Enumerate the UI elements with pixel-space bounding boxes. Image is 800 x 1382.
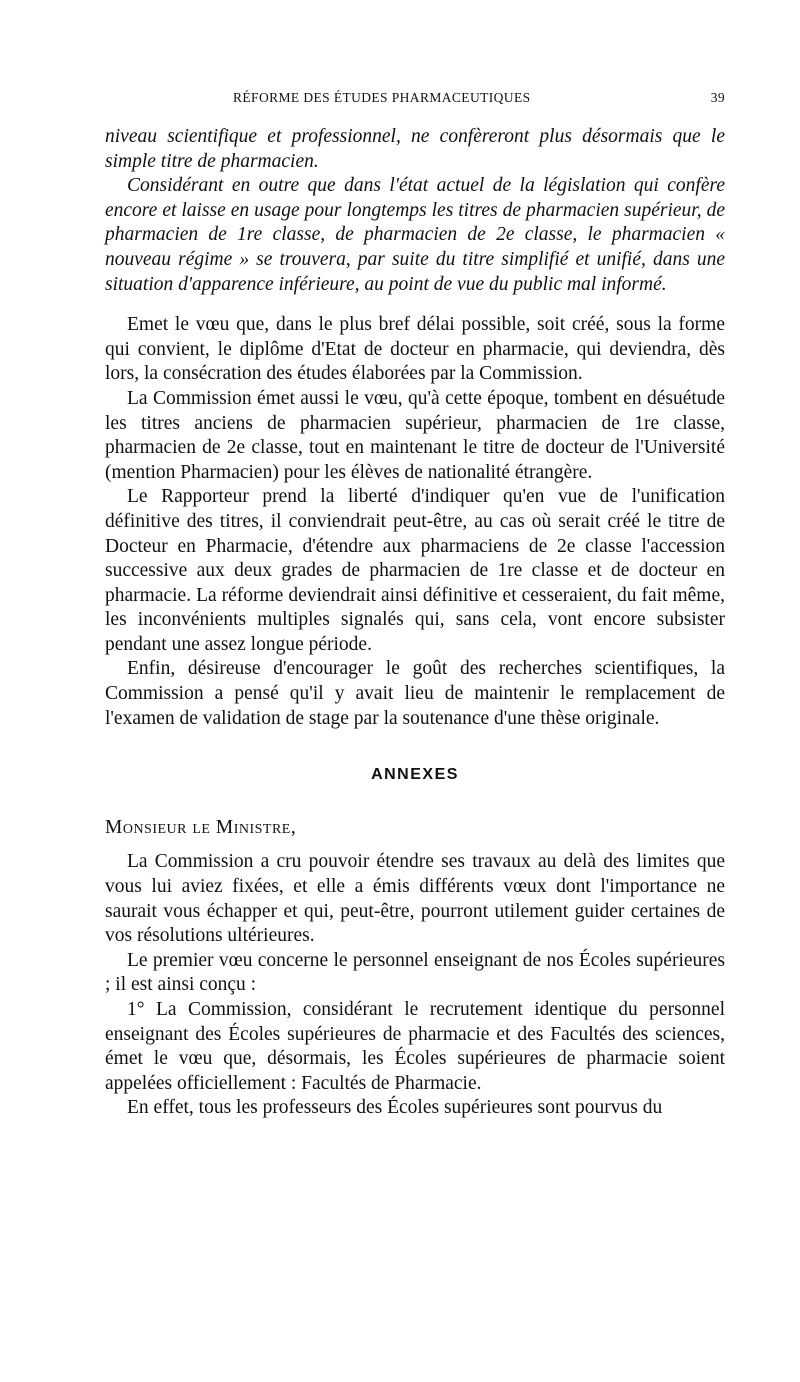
annex-paragraph-1: La Commission a cru pouvoir étendre ses travaux au delà des limites que vous lui aviez fixées, et elle a émis différents vœux dont l'importance ne saurait vous échapper et qui, peut-être, pourront utilement guider certaines de vos résolutions ultérieures. (105, 851, 725, 947)
annex-paragraph-4: En effet, tous les professeurs des Écoles supérieures sont pourvus du (127, 1097, 663, 1119)
annex-paragraph-3: 1° La Commission, considérant le recrutement identique du personnel enseignant des Écoles supérieures de pharmacie et des Facultés des sciences, émet le vœu que, désormais, les Écoles supérieures de pharmacie soient appelées officiellement : Facultés de Pharmacie. (105, 999, 725, 1094)
paragraph-rapporteur: Le Rapporteur prend la liberté d'indiquer qu'en vue de l'unification définitive des titres, il conviendrait peut-être, au cas où serait créé le titre de Docteur en Pharmacie, d'étendre aux pharmaciens de 2e classe l'accession successive aux deux grades de pharmacien de 1re classe et de docteur en pharmacie. La réforme deviendrait ainsi définitive et cesseraient, du fait même, les inconvénients multiples signalés qui, sans cela, vont encore subsister pendant une assez longue période. (105, 486, 725, 655)
annex-paragraph-2: Le premier vœu concerne le personnel enseignant de nos Écoles supérieures ; il est ainsi conçu : (105, 949, 725, 996)
paragraph-enfin: Enfin, désireuse d'encourager le goût des recherches scientifiques, la Commission a pensé qu'il y avait lieu de maintenir le remplacement de l'examen de validation de stage par la soutenance d'une thèse originale. (105, 658, 725, 729)
salutation: Monsieur le Ministre, (105, 816, 297, 838)
page-header (105, 90, 725, 110)
running-title: RÉFORME DES ÉTUDES PHARMACEUTIQUES (233, 90, 531, 105)
paragraph-continuation: niveau scientifique et professionnel, ne confèreront plus désormais que le simple titre de pharmacien. (105, 126, 725, 172)
paragraph-emet-voeu: Emet le vœu que, dans le plus bref délai possible, soit créé, sous la forme qui convient, le diplôme d'Etat de docteur en pharmacie, qui deviendra, dès lors, la consécration des études élaborées par la Commission. (105, 314, 725, 385)
body-text (105, 125, 725, 1121)
page-number: 39 (710, 90, 725, 105)
paragraph-considerant: Considérant en outre que dans l'état actuel de la législation qui confère encore et laisse en usage pour longtemps les titres de pharmacien supérieur, de pharmacien de 1re classe, de pharmacien de 2e classe, le pharmacien « nouveau régime » se trouvera, par suite du titre simplifié et unifié, dans une situation d'apparence inférieure, au point de vue du public mal informé. (105, 175, 725, 295)
paragraph-commission-voeu: La Commission émet aussi le vœu, qu'à cette époque, tombent en désuétude les titres anciens de pharmacien supérieur, pharmacien de 1re classe, pharmacien de 2e classe, tout en maintenant le titre de docteur de l'Université (mention Pharmacien) pour les élèves de nationalité étrangère. (105, 387, 725, 483)
annexes-heading: ANNEXES (371, 766, 459, 784)
